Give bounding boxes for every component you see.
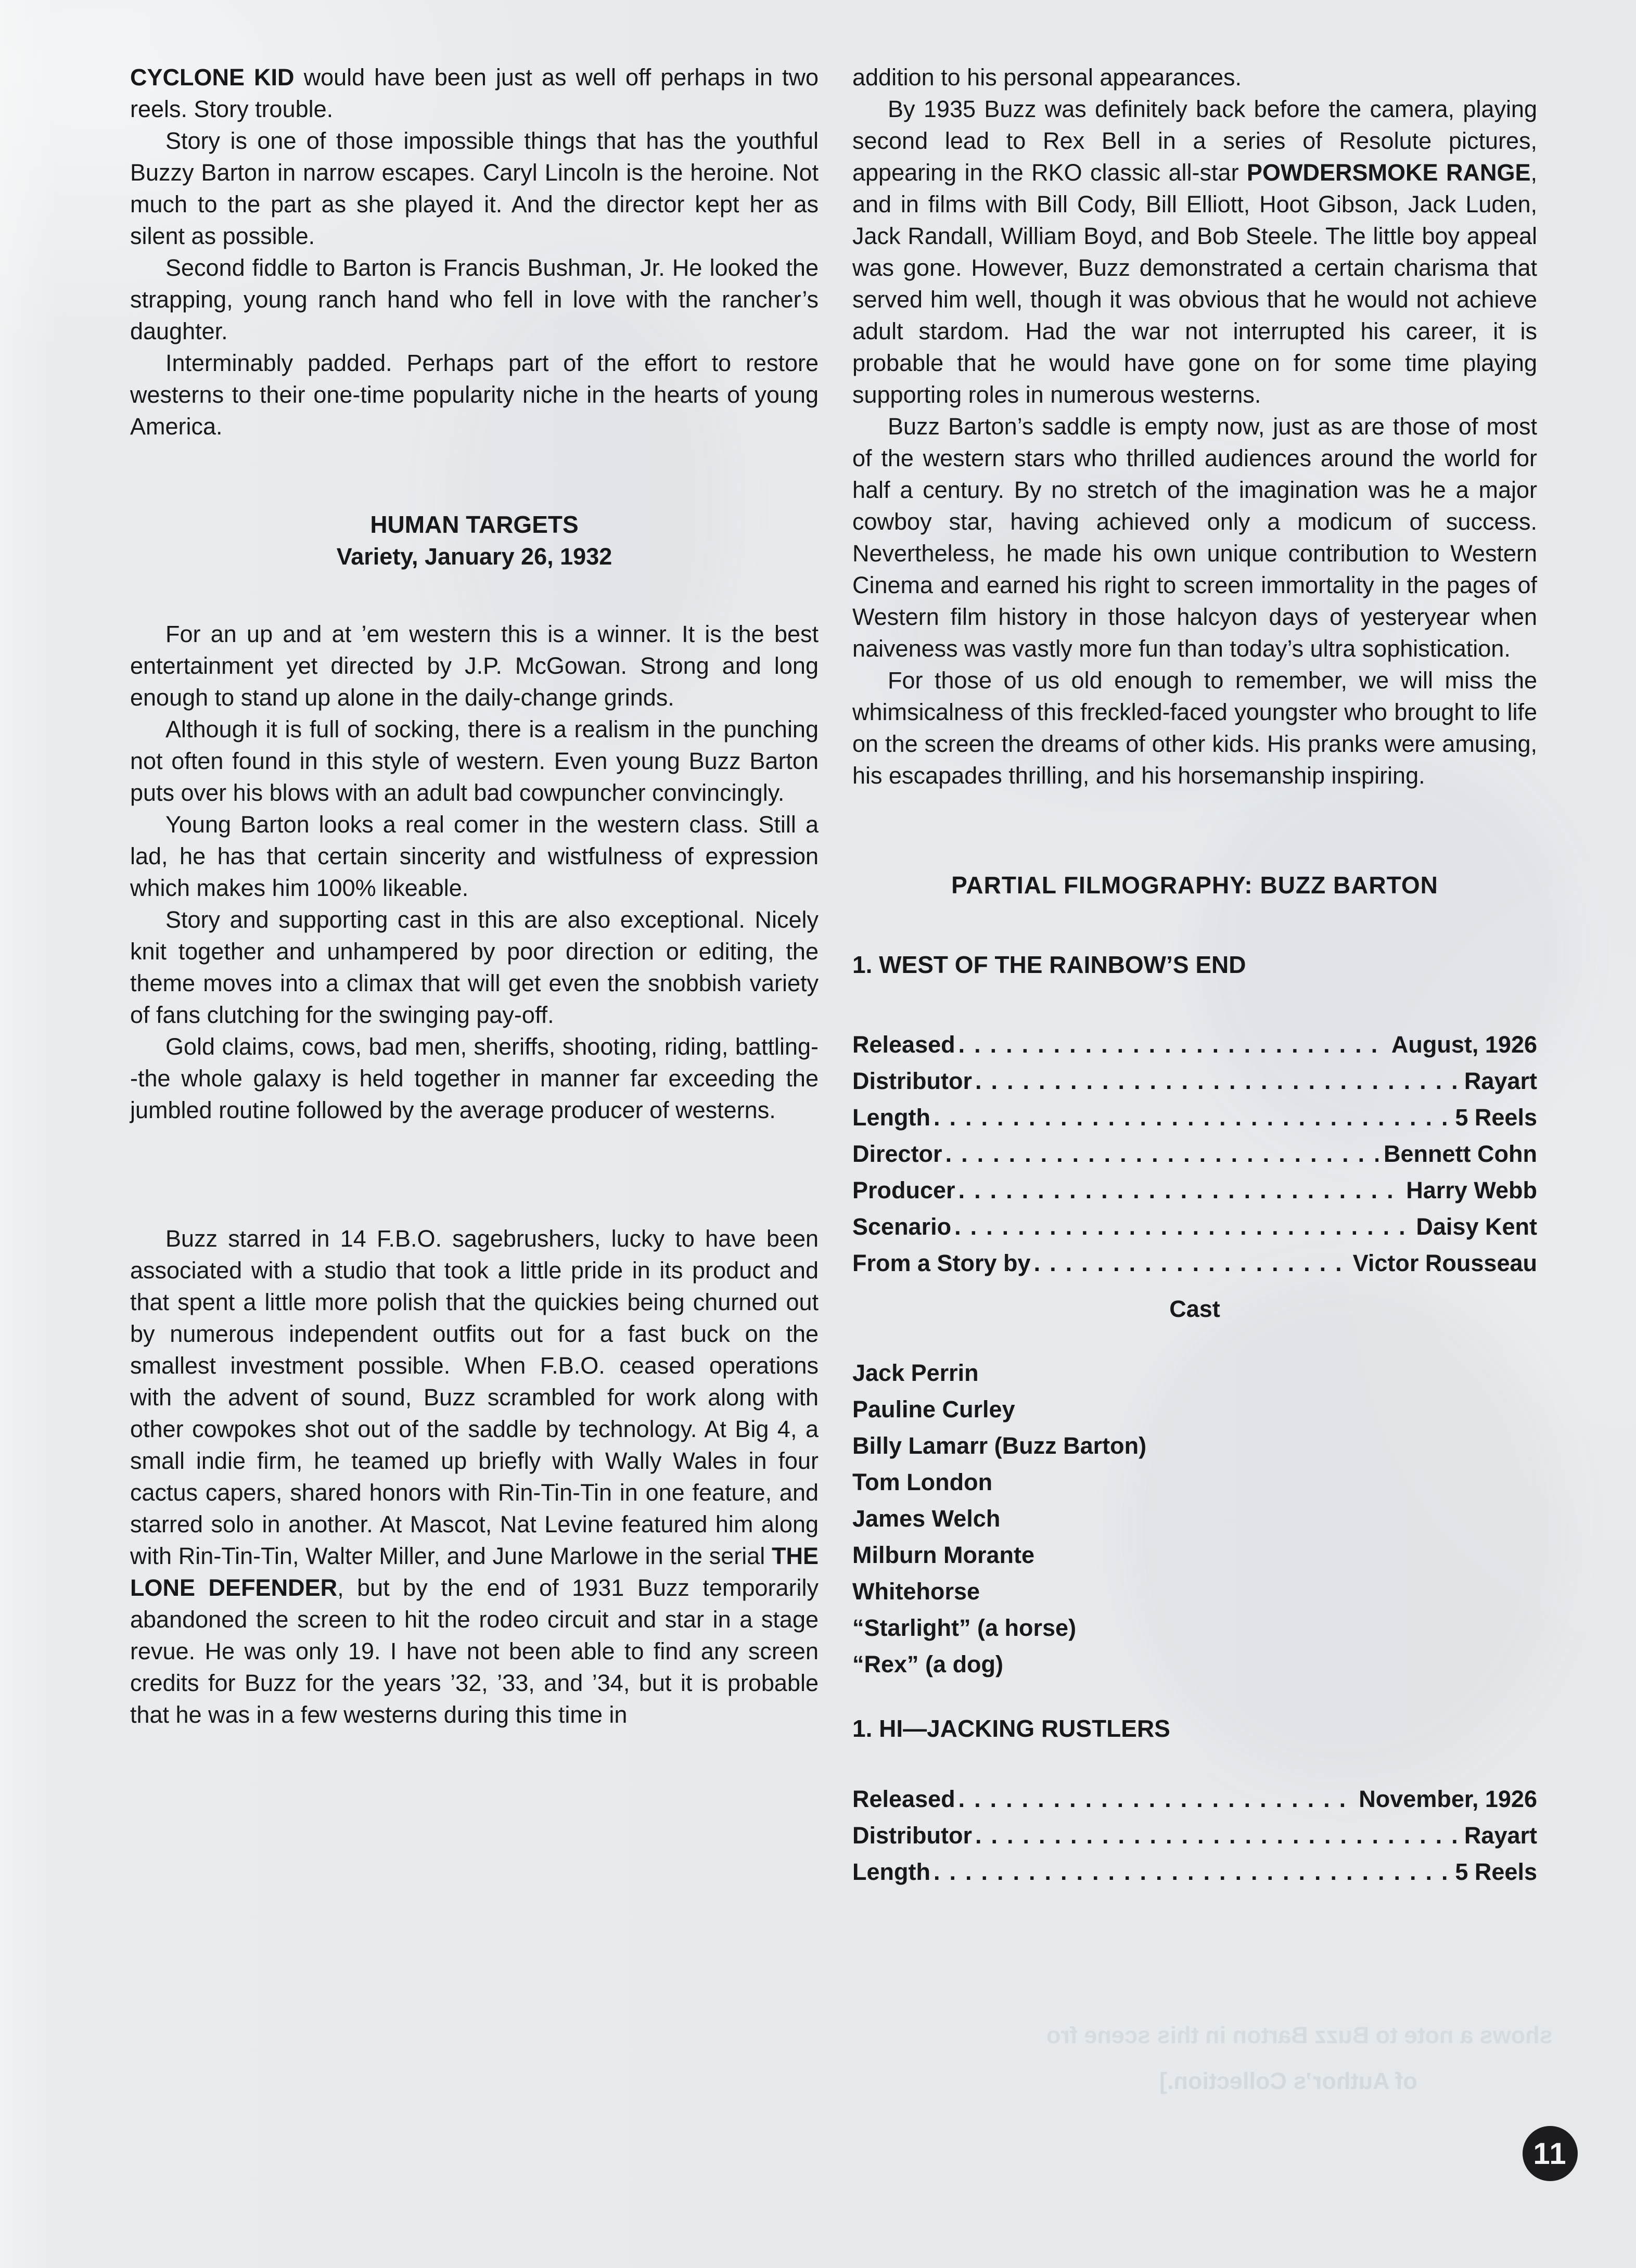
paragraph: For those of us old enough to remember, we will miss the whimsicalness of this freckled-faced youngster who brought to life on the screen the dreams of other kids. His pranks were amusing, his escapades thrilling, and his horsemanship inspiring. (852, 667, 1537, 789)
film-credit-row (852, 1172, 1537, 1209)
film-entry-title: 1. HI—JACKING RUSTLERS (852, 1715, 1170, 1742)
paragraph: Second fiddle to Barton is Francis Bushman, Jr. He looked the strapping, young ranch hand who fell in love with the rancher’s daughter. (130, 254, 819, 344)
paragraph: Although it is full of socking, there is a realism in the punching not often found in this style of western. Even young Buzz Barton puts over his blows with an adult bad cowpuncher convincingly. (130, 716, 819, 806)
film-credit-row (852, 1027, 1537, 1063)
credit-value: Rayart (1464, 1822, 1537, 1849)
film-title-inline: POWDERSMOKE RANGE (1247, 159, 1531, 186)
paragraph-text: , and in films with Bill Cody, Bill Elliott, Hoot Gibson, Jack Luden, Jack Randall, William Boyd, and Bob Steele. The little boy appeal was gone. However, Buzz demonstrated a certain charisma that served him well, though it was obvious that he would not achieve adult stardom. Had the war not interrupted his career, it is probable that he would have gone on for some time playing supporting roles in numerous westerns. (852, 159, 1538, 408)
film-title-inline: CYCLONE KID (130, 64, 295, 91)
paragraph: Story and supporting cast in this are also exceptional. Nicely knit together and unhampered by poor direction or editing, the theme moves into a climax that will get even the snobbish variety of fans clutching for the swinging pay-off. (130, 906, 819, 1028)
paragraph: Interminably padded. Perhaps part of the effort to restore westerns to their one-time popularity niche in the hearts of young America. (130, 350, 819, 440)
credit-label: Released (852, 1786, 955, 1812)
filmography-heading: PARTIAL FILMOGRAPHY: BUZZ BARTON (951, 872, 1438, 899)
credit-value: Victor Rousseau (1352, 1250, 1537, 1276)
dot-leader (951, 1209, 1411, 1245)
paragraph-text: By 1935 Buzz was definitely back before the camera, playing second lead to Rex Bell in a series of Resolute pictures, appearing in the RKO classic all-star (852, 96, 1537, 186)
paragraph: addition to his personal appearances. (852, 64, 1242, 91)
dot-leader (1031, 1245, 1348, 1282)
source-date: January 26, 1932 (418, 543, 612, 570)
film-title-inline: THE LONE DEFENDER (130, 1543, 819, 1601)
credit-value: Rayart (1464, 1068, 1537, 1094)
dot-leader (930, 1099, 1450, 1136)
credit-label: Distributor (852, 1068, 972, 1094)
credit-label: Producer (852, 1177, 955, 1203)
bleed-through-ghost-text: shows a note to Buzz Barton in this scene fro (1046, 2022, 1553, 2048)
credit-label: Length (852, 1104, 930, 1131)
credit-value: Bennett Cohn (1384, 1141, 1537, 1167)
credit-value: 5 Reels (1455, 1104, 1537, 1131)
dot-leader (942, 1136, 1378, 1172)
cast-member: “Starlight” (a horse) (852, 1614, 1077, 1641)
credit-value: November, 1926 (1359, 1786, 1537, 1812)
credit-label: From a Story by (852, 1250, 1031, 1276)
credit-value: 5 Reels (1455, 1859, 1537, 1885)
cast-member: Milburn Morante (852, 1542, 1034, 1568)
page-number: 11 (1533, 2136, 1567, 2171)
film-credit-row (852, 1209, 1537, 1245)
paragraph-text: Buzz starred in 14 F.B.O. sagebrushers, lucky to have been associated with a studio that took a little pride in its product and that spent a little more polish that the quickies being churned out by numerous independent outfits out for a fast buck on the smallest investment possible. When F.B.O. ceased operations with the advent of sound, Buzz scrambled for work along with other cowpokes shot out of the saddle by technology. At Big 4, a small indie firm, he teamed up briefly with Wally Wales in four cactus capers, shared honors with Rin-Tin-Tin in one feature, and starred solo in another. At Mascot, Nat Levine featured him along with Rin-Tin-Tin, Walter Miller, and June Marlowe in the serial (130, 1225, 819, 1569)
dot-leader (972, 1063, 1459, 1099)
page-number-badge (1523, 2126, 1578, 2181)
review-source (130, 541, 819, 572)
credit-label: Released (852, 1031, 955, 1058)
dot-leader (955, 1172, 1401, 1209)
cast-member: Whitehorse (852, 1578, 980, 1605)
review-title: HUMAN TARGETS (370, 511, 579, 538)
paragraph: Gold claims, cows, bad men, sheriffs, shooting, riding, battling--the whole galaxy is held together in manner far exceeding the jumbled routine followed by the average producer of westerns. (130, 1033, 819, 1123)
cast-member: Billy Lamarr (Buzz Barton) (852, 1432, 1147, 1459)
source-name: Variety, (336, 543, 418, 570)
paragraph-text: , but by the end of 1931 Buzz temporarily abandoned the screen to hit the rodeo circuit and star in a stage revue. He was only 19. I have not been able to find any screen credits for Buzz for the years ’32, ’33, and ’34, but it is probable that he was in a few westerns during this time in (130, 1574, 819, 1728)
film-credit-list (852, 1781, 1537, 1890)
film-credit-row (852, 1854, 1537, 1890)
cast-list (852, 1355, 1537, 1683)
dot-leader (955, 1027, 1386, 1063)
cast-member: Pauline Curley (852, 1396, 1015, 1423)
right-column (852, 61, 1537, 1890)
paragraph: Story is one of those impossible things that has the youthful Buzzy Barton in narrow escapes. Caryl Lincoln is the heroine. Not much to the part as she played it. And the director kept her as silent as possible. (130, 127, 819, 249)
credit-label: Director (852, 1141, 942, 1167)
credit-label: Scenario (852, 1213, 952, 1240)
cast-member: Tom London (852, 1469, 993, 1495)
film-credit-row (852, 1063, 1537, 1099)
cast-member: “Rex” (a dog) (852, 1651, 1004, 1677)
paragraph (852, 93, 1537, 411)
paragraph-biography (130, 1223, 819, 1731)
dot-leader (930, 1854, 1450, 1890)
left-column (130, 61, 819, 1731)
film-entry-title: 1. WEST OF THE RAINBOW’S END (852, 951, 1246, 978)
paragraph: For an up and at ’em western this is a winner. It is the best entertainment yet directed by J.P. McGowan. Strong and long enough to stand up alone in the daily-change grinds. (130, 621, 819, 711)
cast-member: James Welch (852, 1505, 1001, 1532)
dot-leader (955, 1781, 1354, 1817)
credit-label: Distributor (852, 1822, 972, 1849)
film-credit-row (852, 1136, 1537, 1172)
cast-member: Jack Perrin (852, 1360, 979, 1386)
credit-label: Length (852, 1859, 930, 1885)
film-credit-row (852, 1817, 1537, 1854)
paragraph: Buzz Barton’s saddle is empty now, just as are those of most of the western stars who thrilled audiences around the world for half a century. By no stretch of the imagination was he a major cowboy star, having achieved only a modicum of success. Nevertheless, he made his own unique contribution to Western Cinema and earned his right to screen immortality in the pages of Western film history in those halcyon days of yesteryear when naiveness was vastly more fun than today’s ultra sophistication. (852, 413, 1537, 662)
paragraph: Young Barton looks a real comer in the western class. Still a lad, he has that certain sincerity and wistfulness of expression which makes him 100% likeable. (130, 811, 819, 901)
credit-value: August, 1926 (1391, 1031, 1537, 1058)
dot-leader (972, 1817, 1459, 1854)
cast-heading: Cast (1169, 1296, 1220, 1322)
credit-value: Harry Webb (1406, 1177, 1537, 1203)
paragraph-cyclone-kid (130, 61, 819, 125)
film-credit-row (852, 1781, 1537, 1817)
paragraph-text: would have been just as well off perhaps in two reels. Story trouble. (130, 64, 819, 122)
film-credit-list (852, 1027, 1537, 1282)
bleed-through-ghost-text: of Author’s Collection.] (1159, 2068, 1417, 2094)
film-credit-row (852, 1099, 1537, 1136)
credit-value: Daisy Kent (1416, 1213, 1537, 1240)
film-credit-row (852, 1245, 1537, 1282)
